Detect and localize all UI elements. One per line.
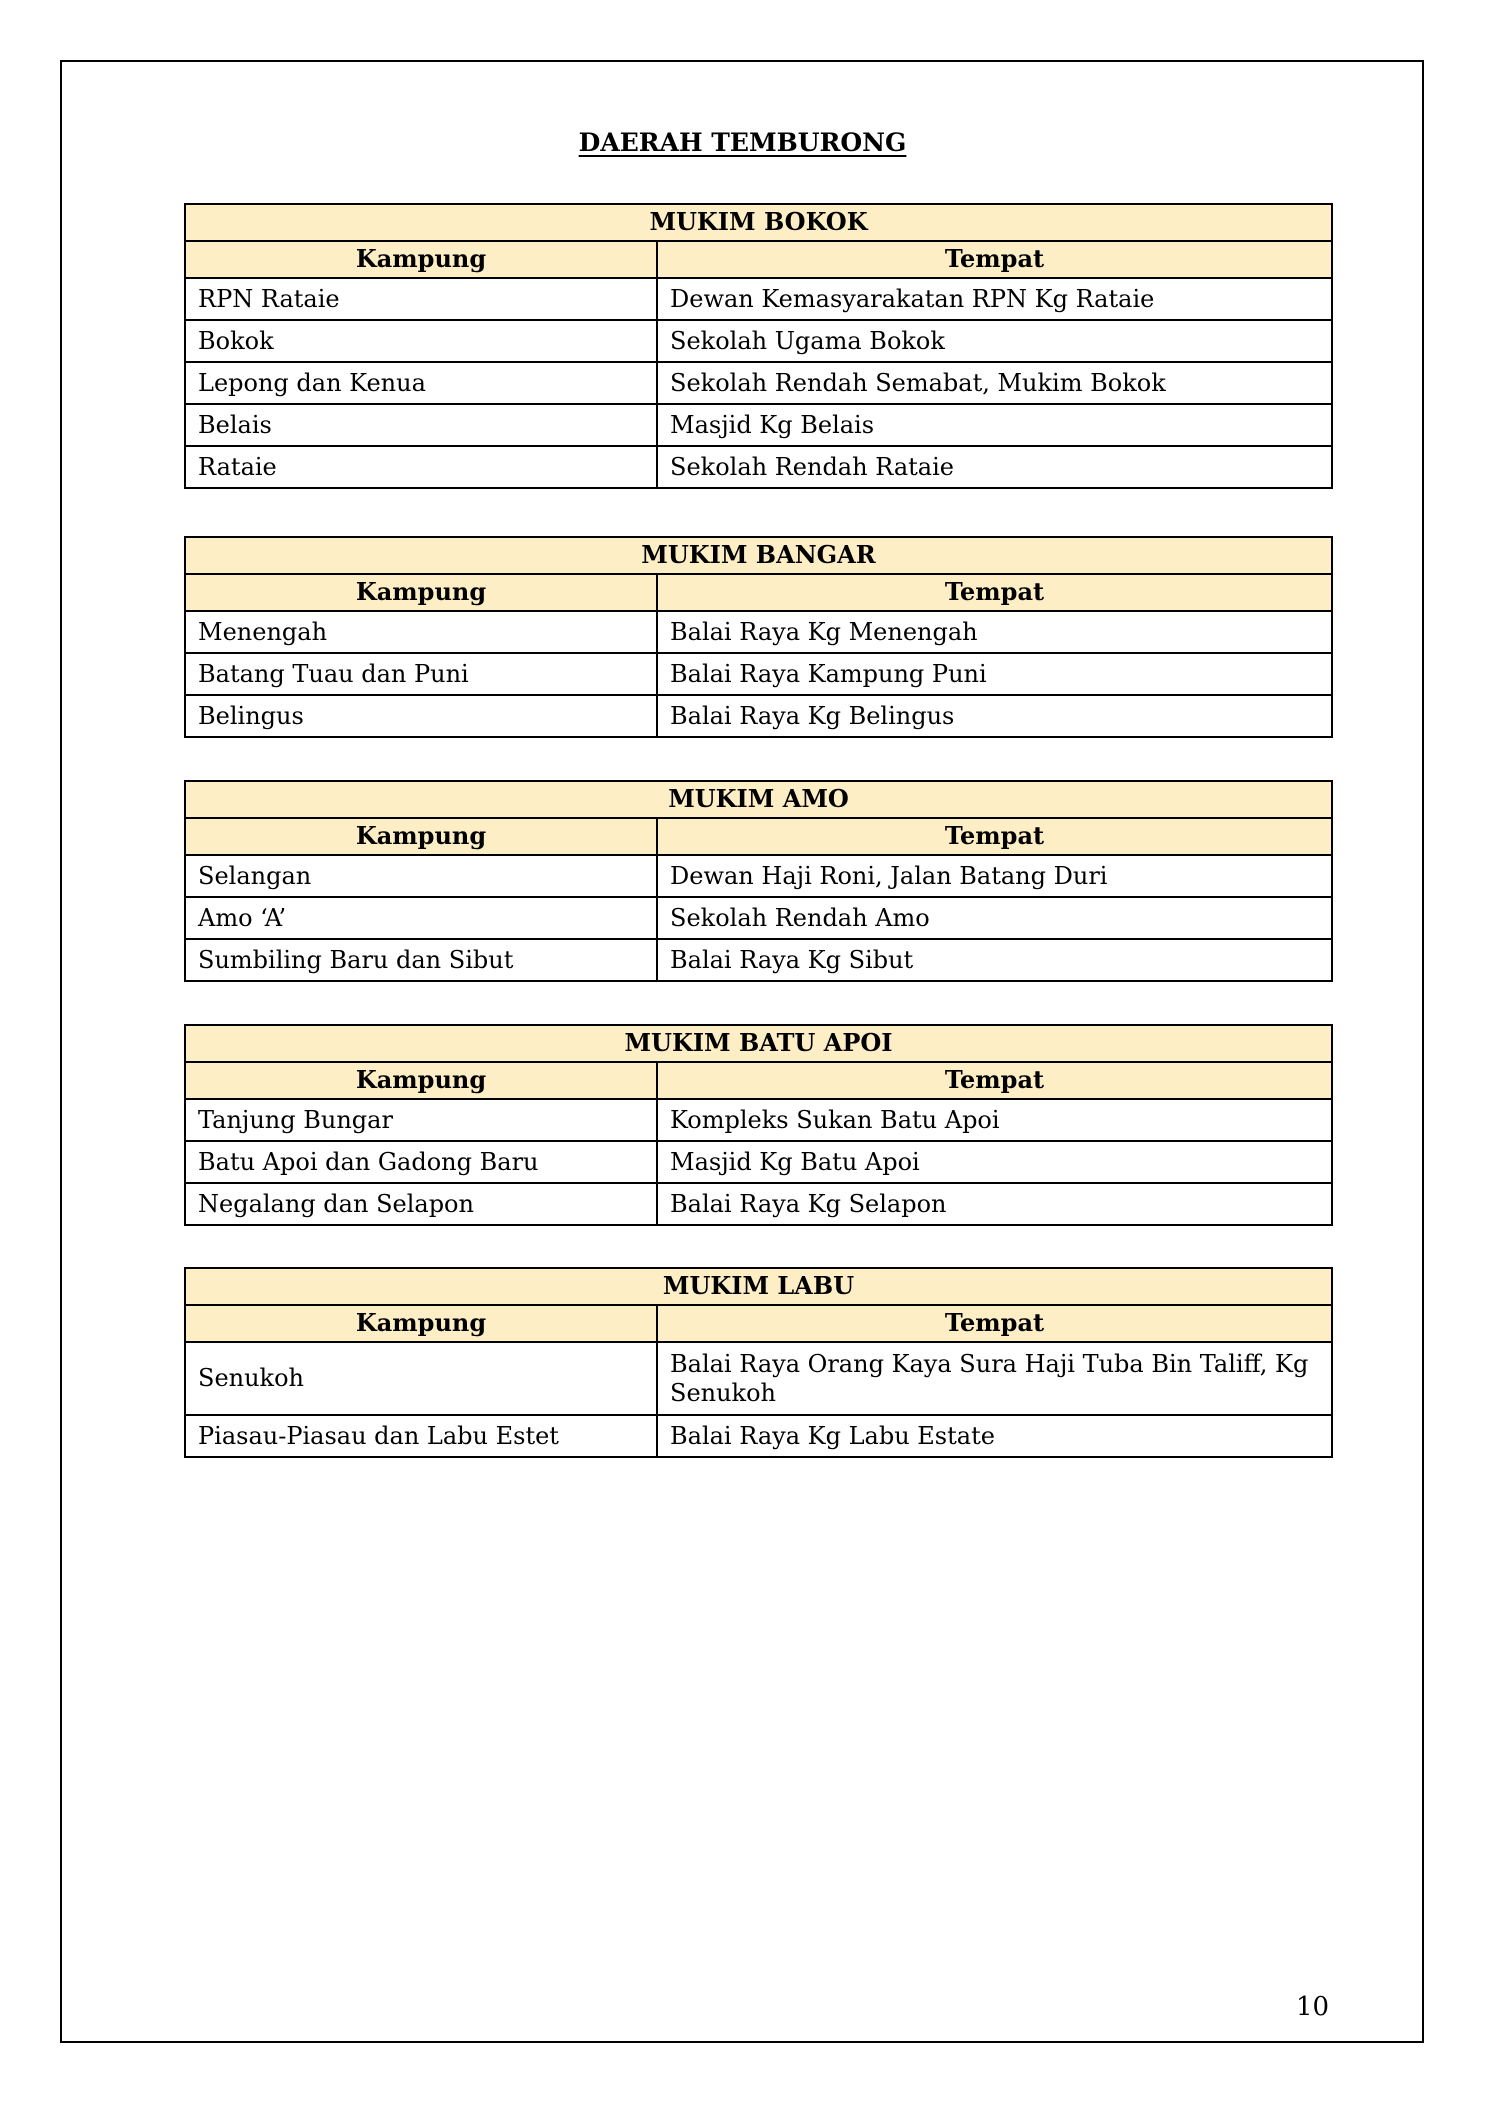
column-header-tempat: Tempat — [657, 818, 1332, 855]
column-header-kampung: Kampung — [185, 1062, 657, 1099]
mukim-title: MUKIM BOKOK — [185, 204, 1332, 241]
tempat-cell: Balai Raya Kg Belingus — [657, 695, 1332, 737]
table-row — [185, 1183, 1332, 1225]
column-header-tempat: Tempat — [657, 574, 1332, 611]
table-row — [185, 897, 1332, 939]
column-header-tempat: Tempat — [657, 241, 1332, 278]
mukim-title: MUKIM LABU — [185, 1268, 1332, 1305]
kampung-cell: Rataie — [185, 446, 657, 488]
column-header-kampung: Kampung — [185, 818, 657, 855]
table-row — [185, 1099, 1332, 1141]
kampung-cell: Belingus — [185, 695, 657, 737]
table-row — [185, 278, 1332, 320]
table-row — [185, 320, 1332, 362]
page-number: 10 — [1296, 1992, 1330, 2022]
kampung-cell: Lepong dan Kenua — [185, 362, 657, 404]
tempat-cell: Balai Raya Kg Labu Estate — [657, 1415, 1332, 1457]
mukim-table-batu-apoi — [184, 1024, 1333, 1226]
kampung-cell: Amo ‘A’ — [185, 897, 657, 939]
kampung-cell: Piasau-Piasau dan Labu Estet — [185, 1415, 657, 1457]
table-row — [185, 1141, 1332, 1183]
table-row — [185, 1415, 1332, 1457]
kampung-cell: Sumbiling Baru dan Sibut — [185, 939, 657, 981]
table-row — [185, 695, 1332, 737]
tempat-cell: Sekolah Rendah Rataie — [657, 446, 1332, 488]
kampung-cell: Menengah — [185, 611, 657, 653]
mukim-table-labu — [184, 1267, 1333, 1458]
table-row — [185, 611, 1332, 653]
tempat-cell: Sekolah Rendah Amo — [657, 897, 1332, 939]
mukim-title: MUKIM AMO — [185, 781, 1332, 818]
tempat-cell: Dewan Kemasyarakatan RPN Kg Rataie — [657, 278, 1332, 320]
table-row — [185, 939, 1332, 981]
kampung-cell: Batu Apoi dan Gadong Baru — [185, 1141, 657, 1183]
kampung-cell: Negalang dan Selapon — [185, 1183, 657, 1225]
kampung-cell: Belais — [185, 404, 657, 446]
tempat-cell: Balai Raya Kg Menengah — [657, 611, 1332, 653]
column-header-kampung: Kampung — [185, 1305, 657, 1342]
kampung-cell: RPN Rataie — [185, 278, 657, 320]
table-row — [185, 404, 1332, 446]
tempat-cell: Dewan Haji Roni, Jalan Batang Duri — [657, 855, 1332, 897]
mukim-title: MUKIM BANGAR — [185, 537, 1332, 574]
kampung-cell: Tanjung Bungar — [185, 1099, 657, 1141]
tempat-cell: Sekolah Ugama Bokok — [657, 320, 1332, 362]
tempat-cell: Sekolah Rendah Semabat, Mukim Bokok — [657, 362, 1332, 404]
tempat-cell: Kompleks Sukan Batu Apoi — [657, 1099, 1332, 1141]
table-row — [185, 1342, 1332, 1415]
kampung-cell: Batang Tuau dan Puni — [185, 653, 657, 695]
mukim-table-bangar — [184, 536, 1333, 738]
column-header-tempat: Tempat — [657, 1305, 1332, 1342]
page-title: DAERAH TEMBURONG — [578, 128, 907, 157]
kampung-cell: Bokok — [185, 320, 657, 362]
mukim-table-amo — [184, 780, 1333, 982]
tempat-cell: Masjid Kg Batu Apoi — [657, 1141, 1332, 1183]
column-header-kampung: Kampung — [185, 574, 657, 611]
tempat-cell: Balai Raya Kampung Puni — [657, 653, 1332, 695]
kampung-cell: Selangan — [185, 855, 657, 897]
table-row — [185, 446, 1332, 488]
tempat-cell: Masjid Kg Belais — [657, 404, 1332, 446]
column-header-tempat: Tempat — [657, 1062, 1332, 1099]
column-header-kampung: Kampung — [185, 241, 657, 278]
tempat-cell: Balai Raya Kg Selapon — [657, 1183, 1332, 1225]
table-row — [185, 362, 1332, 404]
tempat-cell: Balai Raya Orang Kaya Sura Haji Tuba Bin Taliff, Kg Senukoh — [657, 1342, 1332, 1415]
table-row — [185, 653, 1332, 695]
table-row — [185, 855, 1332, 897]
tempat-cell: Balai Raya Kg Sibut — [657, 939, 1332, 981]
mukim-table-bokok — [184, 203, 1333, 489]
mukim-title: MUKIM BATU APOI — [185, 1025, 1332, 1062]
kampung-cell: Senukoh — [185, 1342, 657, 1415]
